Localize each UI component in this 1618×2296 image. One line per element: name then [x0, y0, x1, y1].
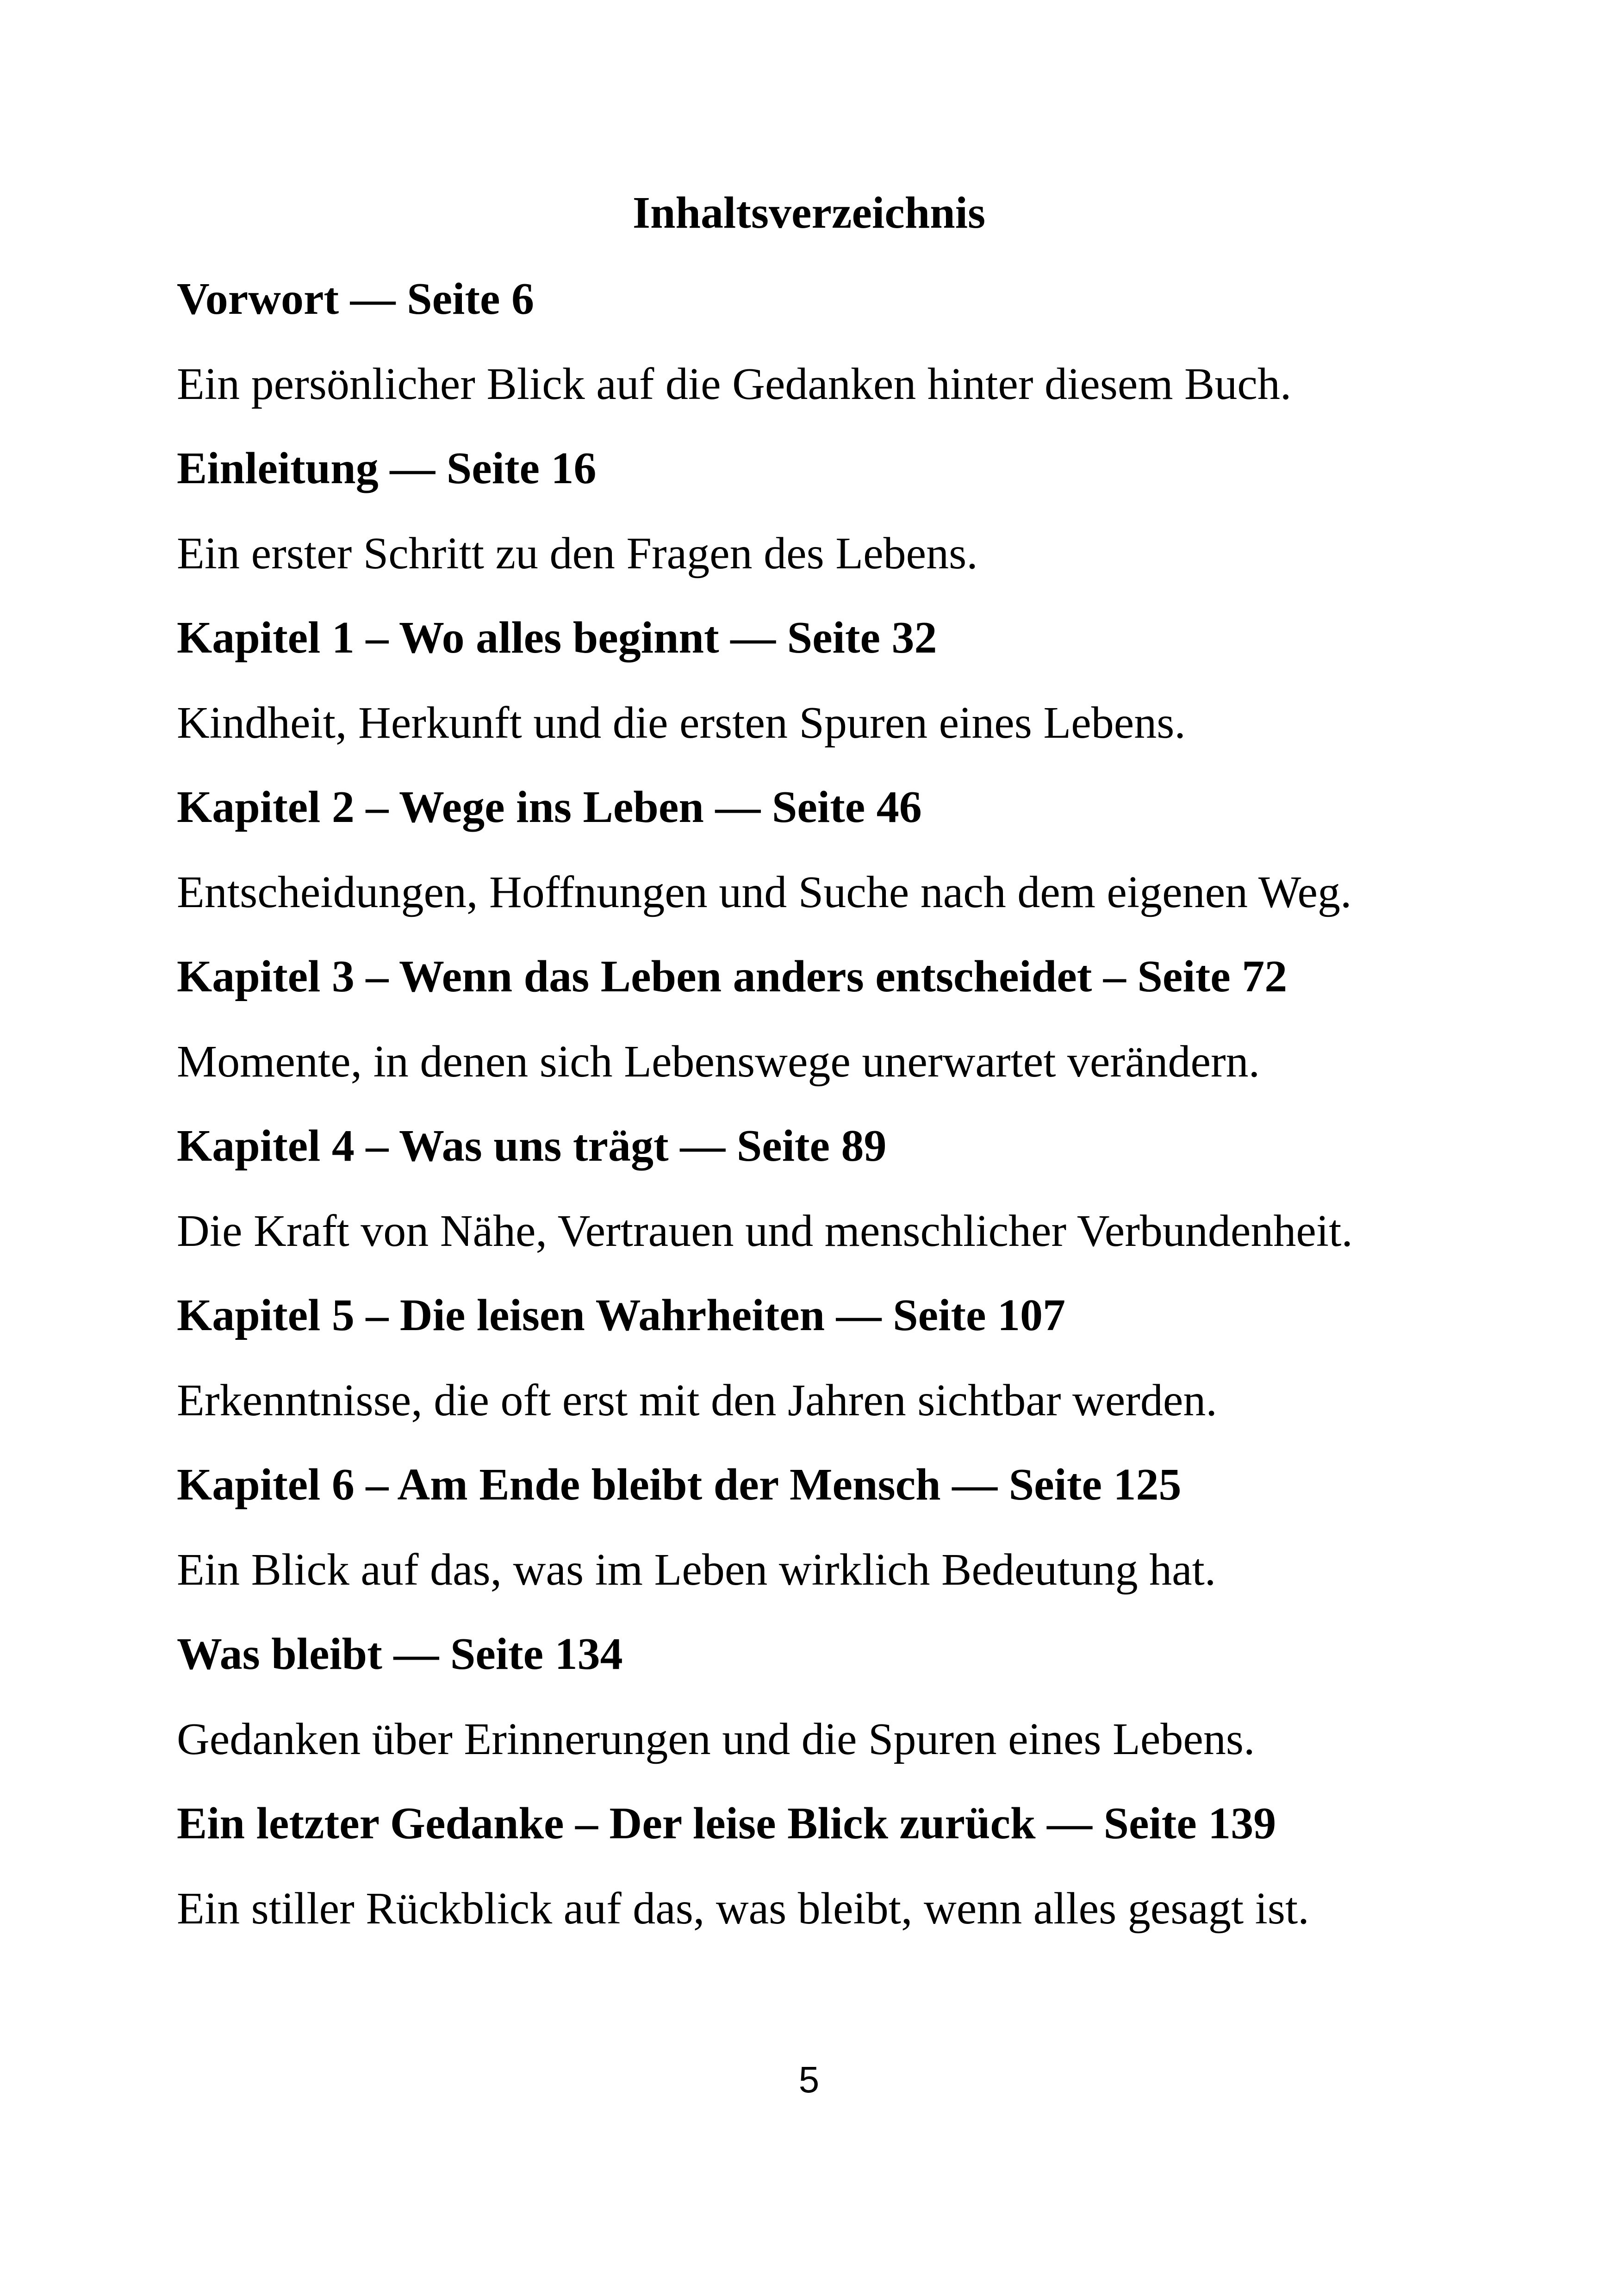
toc-entry-description: Momente, in denen sich Lebenswege unerwartet verändern. — [177, 1037, 1260, 1087]
toc-entry-letzter-gedanke — [177, 1798, 1473, 1967]
toc-entry-description: Ein Blick auf das, was im Leben wirklich Bedeutung hat. — [177, 1545, 1216, 1595]
toc-entry-heading: Einleitung — Seite 16 — [177, 443, 597, 493]
toc-entry-heading: Kapitel 6 – Am Ende bleibt der Mensch — Seite 125 — [177, 1460, 1182, 1510]
toc-entry-description: Ein persönlicher Blick auf die Gedanken hinter diesem Buch. — [177, 359, 1292, 409]
toc-entry-kapitel-3 — [177, 951, 1473, 1120]
toc-entry-description: Die Kraft von Nähe, Vertrauen und menschlicher Verbundenheit. — [177, 1206, 1353, 1256]
toc-entry-heading: Was bleibt — Seite 134 — [177, 1629, 623, 1679]
toc-entry-description: Erkenntnisse, die oft erst mit den Jahren sichtbar werden. — [177, 1375, 1217, 1425]
toc-entry-kapitel-6 — [177, 1459, 1473, 1628]
toc-entry-heading: Ein letzter Gedanke – Der leise Blick zurück — Seite 139 — [177, 1798, 1276, 1848]
toc-entry-heading: Kapitel 4 – Was uns trägt — Seite 89 — [177, 1121, 887, 1171]
toc-entry-description: Ein stiller Rückblick auf das, was bleibt, wenn alles gesagt ist. — [177, 1884, 1309, 1934]
toc-entry-description: Gedanken über Erinnerungen und die Spuren eines Lebens. — [177, 1714, 1255, 1764]
toc-entry-description: Kindheit, Herkunft und die ersten Spuren eines Lebens. — [177, 698, 1186, 748]
toc-entry-heading: Kapitel 3 – Wenn das Leben anders entscheidet – Seite 72 — [177, 952, 1288, 1002]
toc-entry-heading: Kapitel 5 – Die leisen Wahrheiten — Seite 107 — [177, 1290, 1065, 1340]
toc-entry-kapitel-2 — [177, 781, 1473, 951]
toc-entry-kapitel-1 — [177, 612, 1473, 781]
toc-entry-description: Entscheidungen, Hoffnungen und Suche nach dem eigenen Weg. — [177, 867, 1352, 917]
toc-entry-kapitel-5 — [177, 1289, 1473, 1459]
toc-entry-kapitel-4 — [177, 1120, 1473, 1289]
page-number: 5 — [798, 2059, 820, 2100]
toc-entry-was-bleibt — [177, 1628, 1473, 1798]
toc-entry-vorwort — [177, 273, 1473, 442]
toc-entry-heading: Kapitel 1 – Wo alles beginnt — Seite 32 — [177, 613, 937, 663]
toc-list — [177, 273, 1473, 1967]
toc-entry-heading: Vorwort — Seite 6 — [177, 274, 535, 324]
toc-entry-heading: Kapitel 2 – Wege ins Leben — Seite 46 — [177, 782, 922, 832]
toc-entry-description: Ein erster Schritt zu den Fragen des Lebens. — [177, 529, 978, 579]
toc-entry-einleitung — [177, 442, 1473, 612]
toc-title: Inhaltsverzeichnis — [632, 188, 986, 238]
